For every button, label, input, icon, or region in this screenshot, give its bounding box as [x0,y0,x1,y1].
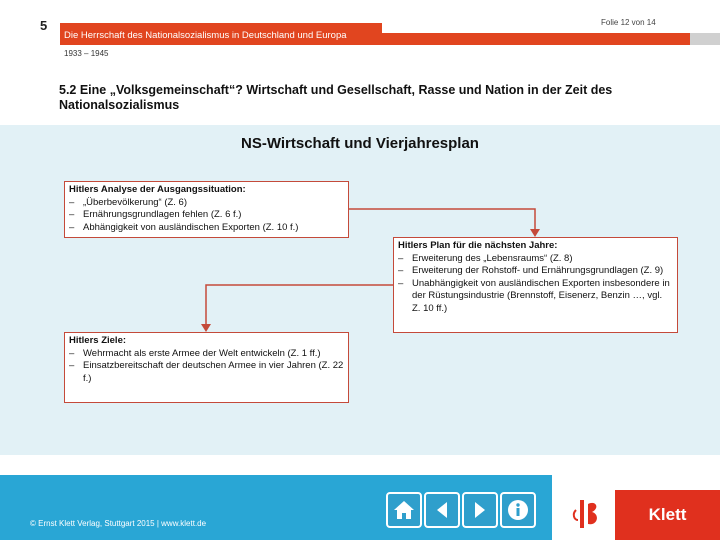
card-plan [393,237,678,333]
list-item [69,197,344,210]
previous-slide-button[interactable] [424,492,460,528]
card-analysis-list [69,197,344,235]
dash-bullet: – [69,221,75,233]
slide-counter: Folie 12 von 14 [601,18,656,27]
connector-plan-to-goals [206,285,393,325]
list-item-text: Erweiterung der Rohstoff- und Ernährungsgrundlagen (Z. 9) [412,265,664,276]
forward-icon [468,498,492,522]
list-item [69,222,344,235]
info-icon [506,498,530,522]
list-item [398,253,673,266]
arrowhead-plan [530,229,540,237]
back-icon [430,498,454,522]
arrowhead-goals [201,324,211,332]
list-item [69,209,344,222]
list-item [398,278,673,316]
klett-emblem-icon [570,490,610,540]
card-goals-title: Hitlers Ziele: [69,335,127,346]
dash-bullet: – [69,209,75,220]
klett-logo-box [615,490,720,540]
list-item [69,348,344,361]
period-label: 1933 – 1945 [64,49,109,58]
card-goals-list [69,348,344,386]
logo-text: Klett [648,505,687,524]
dash-bullet: – [69,196,75,208]
connector-analysis-to-plan [349,209,535,230]
list-item-text: Abhängigkeit von ausländischen Exporten (Z. 10 f.) [83,221,299,233]
list-item-text: Erweiterung des „Lebensraums“ (Z. 8) [412,252,573,264]
list-item [398,265,673,278]
list-item-text: Wehrmacht als erste Armee der Welt entwickeln (Z. 1 ff.) [83,347,321,359]
header-title: Die Herrschaft des Nationalsozialismus in Deutschland und Europa [64,30,347,41]
dash-bullet: – [398,265,404,276]
card-plan-list [398,253,673,316]
card-analysis-title: Hitlers Analyse der Ausgangssituation: [69,184,246,195]
list-item-text: Einsatzbereitschaft der deutschen Armee in vier Jahren (Z. 22 f.) [83,360,344,384]
card-analysis [64,181,349,238]
home-icon [392,498,416,522]
list-item-text: „Überbevölkerung“ (Z. 6) [83,196,188,208]
list-item-text: Unabhängigkeit von ausländischen Exporten insbesondere in der Rüstungsindustrie (Brennstoff, Eisenerz, Benzin …, vgl. Z. 10 ff.) [412,277,670,314]
chapter-number: 5 [40,18,48,33]
copyright-notice: © Ernst Klett Verlag, Stuttgart 2015 | www.klett.de [30,519,207,528]
dash-bullet: – [398,252,404,264]
card-goals [64,332,349,403]
dash-bullet: – [398,277,404,289]
dash-bullet: – [69,347,75,359]
list-item-text: Ernährungsgrundlagen fehlen (Z. 6 f.) [83,209,242,220]
next-slide-button[interactable] [462,492,498,528]
home-button[interactable] [386,492,422,528]
section-title: 5.2 Eine „Volksgemeinschaft“? Wirtschaft und Gesellschaft, Rasse und Nation in der Zeit des Nationalsozialismus [59,83,613,112]
list-item [69,360,344,385]
main-heading: NS-Wirtschaft und Vierjahresplan [241,135,479,152]
dash-bullet: – [69,360,75,371]
card-plan-title: Hitlers Plan für die nächsten Jahre: [398,240,558,251]
info-button[interactable] [500,492,536,528]
